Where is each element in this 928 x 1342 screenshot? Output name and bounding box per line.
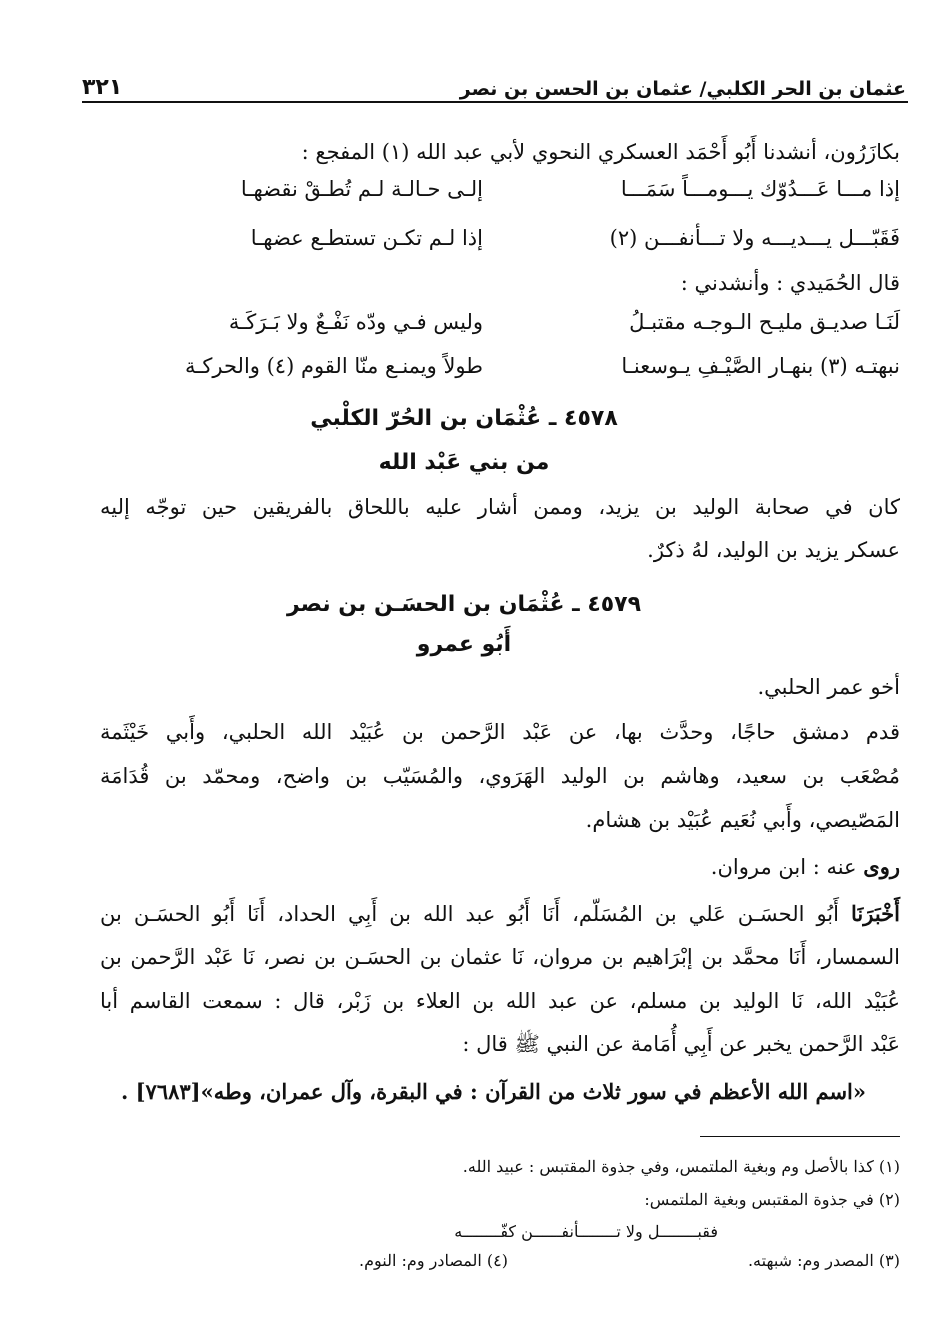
rawa-text: عنه : ابن مروان. [710, 855, 864, 879]
page-number: ٣٢١ [82, 75, 123, 100]
poem1-verse [168, 226, 900, 256]
body-line: كان في صحابة الوليد بن يزيد، وممن أشار عليه باللحاق بالفريقين حين توجّه إليه [100, 495, 900, 519]
akhbarana-label: أَخْبَرَنَا [851, 901, 900, 926]
poem1-verse [168, 177, 900, 207]
verse-first-hemistich: فَقَبّـــل يـــديـــه ولا تـــأنفـــن (٢) [609, 226, 900, 250]
verse-first-hemistich: نبهتـه (٣) بنهـار الصَّيْـفِ يـوسعنـا [621, 354, 900, 378]
entry-subtitle: أَبُو عمرو [416, 632, 512, 657]
footnote-2: (٢) في جذوة المقتبس وبغية الملتمس: [644, 1190, 900, 1209]
entry-subtitle: من بني عَبْد الله [378, 450, 550, 475]
body-line: مُصْعَب بن سعيد، وهاشم بن الوليد الهَرَوي، والمُسَيّب بن واضح، ومحمّد بن قُدَامَة [100, 764, 900, 788]
isnad-line [100, 900, 900, 928]
rawa-line [100, 853, 900, 881]
isnad-text: أَبُو الحسَـن عَلي بن المُسَلّم، أَنَا أَبُو عبد الله بن أَبِي الحداد، أَنَا أَبُو الحسَـن بن [100, 902, 852, 926]
body-line: قدم دمشق حاجًا، وحدَّث بها، عن عَبْد الرَّحمن بن عُبَيْد الله الحلبي، وأَبي خَيْثَمة [100, 720, 900, 744]
body-line: عسكر يزيد بن الوليد، لهُ ذكرٌ. [647, 538, 900, 562]
brother-line: أخو عمر الحلبي. [757, 675, 900, 699]
isnad-line: عُبَيْد الله، نَا الوليد بن مسلم، عن عبد الله بن العلاء بن زَبْر، قال : سمعت القاسم أبا [100, 989, 900, 1013]
footnote-rule [700, 1136, 900, 1137]
poem2-verse [168, 310, 900, 340]
verse-second-hemistich: وليس فـي ودّه نَفْـعٌ ولا بَـرَكَـة [228, 310, 483, 334]
rawa-label: روى [863, 854, 900, 879]
footnote-4: (٤) المصادر وم: النوم. [359, 1251, 508, 1270]
header-rule [82, 101, 908, 103]
verse-second-hemistich: إذا لـم تكـن تستطـع عضهـا [250, 226, 483, 250]
verse-second-hemistich: إلـى حـالـة لـم تُطـقْ نقضهـا [240, 177, 483, 201]
footnote-3: (٣) المصدر وم: شبهته. [747, 1251, 900, 1270]
verse-second-hemistich: طولاً ويمنـع منّا القوم (٤) والحركـة [185, 354, 483, 378]
isnad-line: السمسار، أَنَا محمَّد بن إبْرَاهيم بن مروان، نَا عثمان بن الحسَـن بن نصر، نَا عَبْد الرَّحمن بن [100, 945, 900, 969]
hadith-text: «اسم الله الأعظم في سور ثلاث من القرآن : في البقرة، وآل عمران، وطه»[٧٦٨٣] . [120, 1079, 866, 1104]
intro-line: بكازَرُون، أنشدنا أَبُو أَحْمَد العسكري النحوي لأبي عبد الله (١) المفجع : [301, 140, 900, 164]
footnote-1: (١) كذا بالأصل وم وبغية الملتمس، وفي جذوة المقتبس : عبيد الله. [462, 1157, 900, 1176]
page-header [82, 62, 906, 100]
running-title: عثمان بن الحر الكلبي/ عثمان بن الحسن بن نصر [459, 78, 906, 100]
verse-first-hemistich: إذا مـــا عَـــدُوّك يـــومـــاً سَمَـــا [620, 177, 900, 201]
footnote-2-verse: فقبــــــــل ولا تــــــــأنفــــــن كفّــــــــه [454, 1222, 718, 1241]
poem2-verse [168, 354, 900, 384]
entry-title: ٤٥٧٩ ـ عُثْمَان بن الحسَـن بن نصر [286, 592, 642, 617]
body-line: المَصّيصي، وأَبي نُعَيم عُبَيْد بن هشام. [585, 808, 900, 832]
isnad-line: عَبْد الرَّحمن يخبر عن أَبِي أُمَامة عن النبي ﷺ قال : [462, 1032, 900, 1056]
entry-title: ٤٥٧٨ ـ عُثْمَان بن الحُرّ الكلْبي [310, 406, 618, 431]
qala-line: قال الحُمَيدي : وأنشدني : [680, 271, 900, 295]
verse-first-hemistich: لَنَـا صديـق مليـح الـوجـه مقتبـلُ [629, 310, 900, 334]
